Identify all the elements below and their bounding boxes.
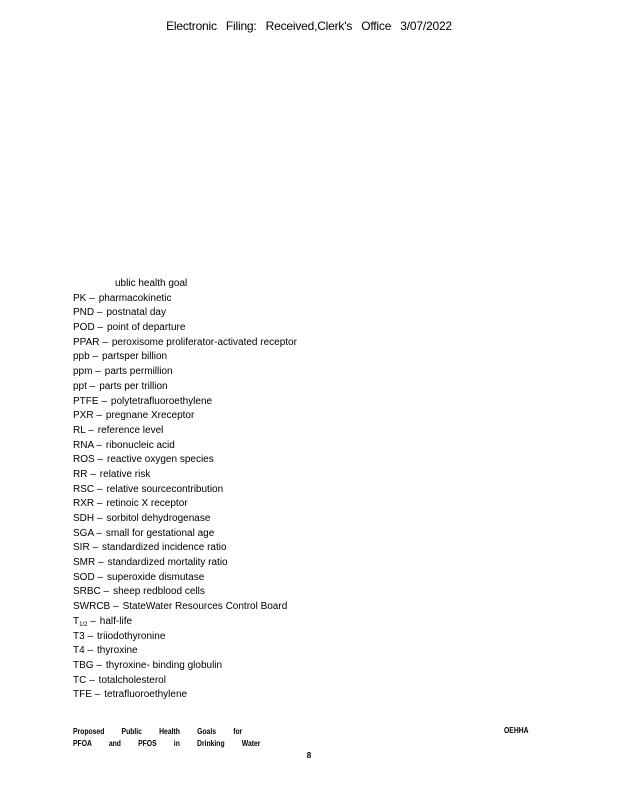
abbreviation-definition: peroxisome proliferator-activated receptor [111, 336, 297, 348]
abbreviation-row [73, 659, 553, 674]
abbreviation-definition: standardized mortality ratio [107, 557, 228, 569]
abbreviation-term: SOD – [73, 571, 104, 583]
abbreviation-term: SDH – [73, 513, 103, 524]
abbreviation-definition: half-life [99, 615, 133, 627]
abbreviation-row [73, 453, 553, 468]
abbreviation-row [73, 497, 553, 512]
footer-title-line-1: Proposed Public Health Goals for [73, 727, 243, 736]
abbreviation-term: PXR – [73, 410, 102, 422]
abbreviation-row [73, 380, 553, 395]
abbreviation-row [73, 350, 553, 365]
abbreviation-term: TC – [73, 674, 95, 686]
abbreviation-term: RL – [73, 424, 94, 436]
abbreviation-definition: StateWater Resources Control Board [122, 601, 288, 613]
abbreviation-definition: standardized incidence ratio [102, 542, 227, 554]
abbreviation-row [73, 600, 553, 615]
abbreviation-row [73, 688, 553, 703]
abbreviation-definition: retinoic X receptor [106, 498, 188, 510]
abbreviation-definition: ribonucleic acid [105, 439, 175, 451]
abbreviation-definition: sorbitol dehydrogenase [106, 513, 211, 524]
abbreviation-row [73, 468, 553, 483]
abbreviation-term: RNA – [73, 439, 102, 451]
abbreviation-term: PK – [73, 292, 95, 304]
abbreviation-term-base: T [73, 615, 80, 627]
footer-agency: OEHHA [504, 726, 529, 735]
abbreviation-term: TFE – [73, 689, 101, 701]
abbreviation-term: RSC – [73, 483, 103, 495]
abbreviation-definition: tetrafluoroethylene [104, 689, 188, 701]
abbreviation-term: ROS – [73, 454, 104, 466]
abbreviation-term: ppt – [73, 380, 96, 392]
abbreviation-row [73, 277, 553, 292]
abbreviation-term: SIR – [73, 542, 99, 554]
abbreviation-row [73, 512, 553, 527]
abbreviation-definition: reactive oxygen species [107, 454, 214, 466]
abbreviation-definition: relative risk [99, 468, 151, 480]
abbreviation-definition: sheep redblood cells [113, 586, 205, 598]
abbreviation-row [73, 365, 553, 380]
abbreviation-row [73, 615, 553, 630]
abbreviation-definition: point of departure [107, 322, 186, 334]
abbreviation-term: RXR – [73, 498, 103, 510]
abbreviation-term: ppb – [73, 351, 99, 363]
abbreviation-term: ppm – [73, 366, 101, 378]
abbreviation-row [73, 321, 553, 336]
abbreviation-definition: reference level [97, 424, 164, 436]
abbreviation-definition: pharmacokinetic [98, 292, 172, 304]
footer-title-line-2: PFOA and PFOS in Drinking Water [73, 739, 261, 748]
abbreviation-term: PND – [73, 307, 103, 319]
footer-document-title [73, 726, 260, 750]
abbreviation-definition: relative sourcecontribution [106, 483, 224, 495]
abbreviation-definition: totalcholesterol [98, 674, 166, 686]
abbreviation-term: RR – [73, 468, 96, 480]
abbreviation-row [73, 585, 553, 600]
abbreviation-definition: thyroxine [97, 645, 138, 657]
abbreviation-term-dash: – [87, 615, 96, 627]
abbreviation-definition: small for gestational age [105, 527, 215, 539]
abbreviation-term: TBG – [73, 659, 102, 671]
abbreviation-definition: thyroxine- binding globulin [105, 659, 223, 671]
abbreviation-row [73, 674, 553, 689]
abbreviation-definition: triiodothyronine [97, 630, 166, 642]
abbreviation-term: SMR – [73, 557, 104, 569]
abbreviation-term: PPAR – [73, 336, 108, 348]
abbreviation-term: SRBC – [73, 586, 110, 598]
abbreviation-term: POD – [73, 322, 104, 334]
abbreviation-term: T3 – [73, 630, 94, 642]
abbreviation-list [73, 277, 553, 703]
abbreviation-term: SGA – [73, 527, 102, 539]
filing-stamp-header: Electronic Filing: Received,Clerk's Office 3/07/2022 [166, 19, 452, 33]
abbreviation-row [73, 409, 553, 424]
abbreviation-term [73, 616, 96, 627]
abbreviation-row [73, 336, 553, 351]
abbreviation-term: T4 – [73, 645, 94, 657]
abbreviation-definition: pregnane Xreceptor [105, 410, 195, 422]
abbreviation-row [73, 424, 553, 439]
abbreviation-term: PTFE – [73, 395, 107, 407]
abbreviation-definition: parts permillion [104, 366, 173, 378]
abbreviation-row [73, 292, 553, 307]
abbreviation-row [73, 527, 553, 542]
abbreviation-row [73, 306, 553, 321]
abbreviation-row [73, 556, 553, 571]
abbreviation-definition: partsper billion [102, 351, 168, 363]
abbreviation-row [73, 395, 553, 410]
abbreviation-row [73, 571, 553, 586]
page-number: 8 [306, 751, 312, 760]
abbreviation-row [73, 439, 553, 454]
abbreviation-definition: parts per trillion [99, 380, 168, 392]
abbreviation-definition: superoxide dismutase [107, 571, 205, 583]
abbreviation-definition: polytetrafluoroethylene [110, 395, 213, 407]
abbreviation-row [73, 644, 553, 659]
abbreviation-term: SWRCB – [73, 601, 119, 613]
abbreviation-term-subscript: 1/2 [79, 621, 88, 628]
abbreviation-row [73, 630, 553, 645]
abbreviation-row [73, 483, 553, 498]
abbreviation-row [73, 541, 553, 556]
abbreviation-definition: ublic health goal [115, 278, 188, 289]
abbreviation-definition: postnatal day [106, 307, 166, 319]
